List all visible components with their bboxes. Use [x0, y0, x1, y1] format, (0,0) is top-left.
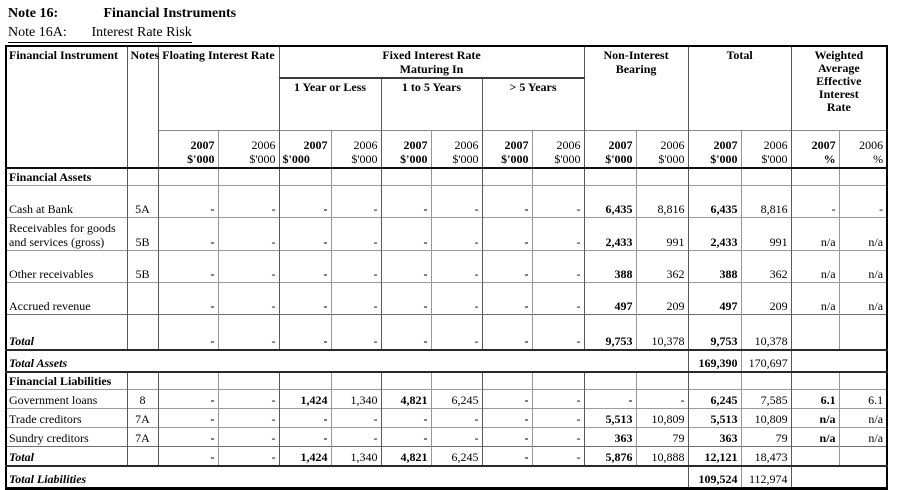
value-cell: 6,435 — [688, 186, 741, 218]
value-cell: - — [532, 315, 584, 351]
value-cell: - — [158, 186, 218, 218]
year-label: 2006 — [763, 138, 788, 152]
value-cell: - — [482, 251, 532, 283]
value-cell — [839, 168, 887, 186]
value-cell: - — [218, 428, 279, 447]
year-unit-header — [331, 131, 381, 169]
value-cell: 362 — [636, 251, 688, 283]
value-cell: - — [532, 409, 584, 428]
value-cell: - — [279, 186, 331, 218]
table-row — [6, 466, 887, 489]
subnote-label: Note 16A: — [8, 25, 67, 40]
unit-label: $'000 — [710, 152, 738, 166]
value-cell — [741, 372, 791, 390]
note-label: Note 16: — [8, 6, 59, 21]
year-label: 2007 — [504, 138, 529, 152]
value-cell: - — [482, 315, 532, 351]
note-cell: 7A — [127, 428, 158, 447]
value-cell: n/a — [839, 218, 887, 251]
value-cell: - — [331, 315, 381, 351]
title-block — [8, 6, 236, 45]
blank-cell — [791, 466, 887, 489]
value-cell — [331, 168, 381, 186]
note-cell — [127, 447, 158, 467]
value-cell: n/a — [839, 428, 887, 447]
value-cell: 7,585 — [741, 390, 791, 409]
table-row — [6, 428, 887, 447]
col-header-floating-rate: Floating Interest Rate — [158, 46, 279, 131]
note-cell: 7A — [127, 409, 158, 428]
table-row — [6, 447, 887, 467]
value-cell: - — [279, 315, 331, 351]
value-cell: 388 — [688, 251, 741, 283]
value-cell: 112,974 — [741, 466, 791, 489]
value-cell: - — [532, 283, 584, 315]
value-cell: - — [218, 315, 279, 351]
value-cell: - — [158, 428, 218, 447]
year-label: 2007 — [608, 138, 633, 152]
value-cell — [584, 168, 636, 186]
unit-label: $'000 — [187, 152, 215, 166]
value-cell: - — [532, 186, 584, 218]
value-cell — [791, 372, 839, 390]
value-cell: 1,340 — [331, 447, 381, 467]
value-cell — [636, 372, 688, 390]
unit-label: $'000 — [501, 152, 529, 166]
value-cell — [791, 447, 839, 467]
value-cell: - — [584, 390, 636, 409]
value-cell: - — [158, 409, 218, 428]
value-cell — [279, 168, 331, 186]
year-unit-header — [431, 131, 482, 169]
value-cell: 388 — [584, 251, 636, 283]
value-cell: - — [791, 186, 839, 218]
row-label: Total — [6, 447, 127, 467]
col-header-non-interest-bearing: Non-Interest Bearing — [584, 46, 688, 131]
value-cell: - — [331, 251, 381, 283]
col-header-weighted-average: Weighted Average Effective Interest Rate — [791, 46, 887, 131]
year-label: 2006 — [251, 138, 276, 152]
year-unit-header — [636, 131, 688, 169]
value-cell: 363 — [688, 428, 741, 447]
year-unit-header — [791, 131, 839, 169]
value-cell: - — [381, 428, 431, 447]
value-cell: n/a — [791, 218, 839, 251]
table-row — [6, 168, 887, 186]
unit-label: $'000 — [761, 152, 788, 166]
value-cell: - — [431, 283, 482, 315]
value-cell — [218, 372, 279, 390]
value-cell: 4,821 — [381, 390, 431, 409]
year-unit-header — [218, 131, 279, 169]
row-label: Total Assets — [6, 350, 688, 372]
value-cell: - — [279, 428, 331, 447]
year-unit-header — [381, 131, 431, 169]
value-cell: 10,809 — [741, 409, 791, 428]
value-cell: - — [532, 428, 584, 447]
value-cell: - — [331, 283, 381, 315]
table-row — [6, 350, 887, 372]
value-cell — [431, 168, 482, 186]
value-cell — [158, 168, 218, 186]
value-cell: 9,753 — [688, 315, 741, 351]
value-cell: 991 — [636, 218, 688, 251]
value-cell — [584, 372, 636, 390]
value-cell: 79 — [741, 428, 791, 447]
value-cell: 2,433 — [584, 218, 636, 251]
value-cell: 8,816 — [636, 186, 688, 218]
value-cell: 362 — [741, 251, 791, 283]
value-cell: 6,245 — [431, 390, 482, 409]
value-cell — [158, 372, 218, 390]
row-label: Total Liabilities — [6, 466, 688, 489]
col-header-total: Total — [688, 46, 791, 131]
value-cell: n/a — [839, 409, 887, 428]
year-label: 2006 — [660, 138, 685, 152]
year-unit-header — [584, 131, 636, 169]
value-cell: - — [279, 218, 331, 251]
value-cell: 497 — [688, 283, 741, 315]
unit-label: $'000 — [282, 152, 310, 166]
value-cell: n/a — [791, 251, 839, 283]
value-cell: - — [482, 390, 532, 409]
value-cell — [839, 315, 887, 351]
value-cell — [688, 168, 741, 186]
value-cell: 10,378 — [741, 315, 791, 351]
value-cell: - — [839, 186, 887, 218]
col-header-financial-instrument: Financial Instrument — [6, 46, 127, 168]
value-cell: 363 — [584, 428, 636, 447]
value-cell: - — [381, 283, 431, 315]
table-header — [6, 46, 887, 168]
value-cell: n/a — [839, 283, 887, 315]
unit-label: % — [873, 152, 884, 166]
value-cell: n/a — [839, 251, 887, 283]
subnote-title-line — [8, 25, 236, 45]
year-label: 2007 — [303, 138, 328, 152]
row-label: Trade creditors — [6, 409, 127, 428]
year-label: 2006 — [353, 138, 378, 152]
value-cell: - — [431, 428, 482, 447]
value-cell: - — [218, 390, 279, 409]
value-cell — [688, 372, 741, 390]
year-label: 2006 — [859, 138, 884, 152]
value-cell — [482, 372, 532, 390]
value-cell: - — [331, 428, 381, 447]
year-label: 2007 — [190, 138, 215, 152]
value-cell: n/a — [791, 283, 839, 315]
value-cell: - — [279, 409, 331, 428]
unit-label: $'000 — [605, 152, 633, 166]
value-cell: - — [381, 251, 431, 283]
value-cell: n/a — [791, 409, 839, 428]
value-cell: 1,424 — [279, 390, 331, 409]
value-cell: - — [218, 186, 279, 218]
value-cell: 209 — [636, 283, 688, 315]
value-cell: - — [381, 409, 431, 428]
unit-label: $'000 — [400, 152, 428, 166]
value-cell: - — [636, 390, 688, 409]
value-cell — [839, 372, 887, 390]
value-cell — [279, 372, 331, 390]
value-cell: - — [158, 447, 218, 467]
value-cell: 2,433 — [688, 218, 741, 251]
note-title-line — [8, 6, 236, 25]
value-cell: 209 — [741, 283, 791, 315]
value-cell — [331, 372, 381, 390]
row-label: Sundry creditors — [6, 428, 127, 447]
table-row — [6, 186, 887, 218]
table-row — [6, 283, 887, 315]
year-unit-header — [532, 131, 584, 169]
value-cell — [791, 168, 839, 186]
value-cell — [532, 168, 584, 186]
value-cell: - — [279, 251, 331, 283]
value-cell: - — [381, 315, 431, 351]
value-cell: 6,245 — [431, 447, 482, 467]
value-cell: 6.1 — [839, 390, 887, 409]
value-cell: - — [158, 315, 218, 351]
value-cell: 109,524 — [688, 466, 741, 489]
interest-rate-risk-table — [5, 45, 888, 490]
value-cell: - — [482, 409, 532, 428]
table-row — [6, 315, 887, 351]
value-cell — [636, 168, 688, 186]
value-cell — [791, 315, 839, 351]
value-cell — [381, 372, 431, 390]
unit-label: $'000 — [452, 152, 479, 166]
value-cell: 5,513 — [688, 409, 741, 428]
value-cell: - — [158, 251, 218, 283]
row-label: Accrued revenue — [6, 283, 127, 315]
value-cell: 5,876 — [584, 447, 636, 467]
note-cell — [127, 168, 158, 186]
year-label: 2006 — [454, 138, 479, 152]
table-row — [6, 251, 887, 283]
value-cell: - — [218, 409, 279, 428]
year-label: 2007 — [811, 138, 836, 152]
value-cell: - — [431, 251, 482, 283]
value-cell: - — [158, 390, 218, 409]
table-row — [6, 218, 887, 251]
value-cell: 10,378 — [636, 315, 688, 351]
year-label: 2007 — [713, 138, 738, 152]
value-cell: 6,245 — [688, 390, 741, 409]
value-cell: 170,697 — [741, 350, 791, 372]
header-row-groups — [6, 46, 887, 78]
value-cell: 18,473 — [741, 447, 791, 467]
unit-label: % — [823, 152, 836, 166]
value-cell: - — [381, 218, 431, 251]
value-cell: - — [158, 283, 218, 315]
value-cell: - — [431, 409, 482, 428]
note-cell: 8 — [127, 390, 158, 409]
value-cell: 6,435 — [584, 186, 636, 218]
col-header-over-5-years: > 5 Years — [482, 78, 584, 131]
blank-cell — [791, 350, 887, 372]
note-cell: 5B — [127, 251, 158, 283]
value-cell: 1,424 — [279, 447, 331, 467]
value-cell: - — [532, 218, 584, 251]
table-row — [6, 390, 887, 409]
value-cell: - — [431, 218, 482, 251]
value-cell — [431, 372, 482, 390]
value-cell: 169,390 — [688, 350, 741, 372]
year-unit-header — [839, 131, 887, 169]
value-cell: 10,809 — [636, 409, 688, 428]
row-label: Other receivables — [6, 251, 127, 283]
value-cell: 10,888 — [636, 447, 688, 467]
value-cell — [839, 447, 887, 467]
note-title: Financial Instruments — [103, 6, 237, 21]
value-cell — [482, 168, 532, 186]
col-header-notes: Notes — [127, 46, 158, 168]
row-label: Receivables for goods and services (gross) — [6, 218, 127, 251]
value-cell: - — [482, 218, 532, 251]
value-cell: - — [381, 186, 431, 218]
note-cell — [127, 372, 158, 390]
value-cell: - — [218, 251, 279, 283]
year-unit-header — [688, 131, 741, 169]
year-label: 2006 — [556, 138, 581, 152]
table-body — [6, 168, 887, 489]
value-cell — [741, 168, 791, 186]
value-cell: 12,121 — [688, 447, 741, 467]
col-header-1-year-or-less: 1 Year or Less — [279, 78, 381, 131]
row-label: Cash at Bank — [6, 186, 127, 218]
note-cell: 5A — [127, 186, 158, 218]
value-cell — [381, 168, 431, 186]
value-cell: - — [218, 283, 279, 315]
value-cell: - — [331, 409, 381, 428]
unit-label: $'000 — [351, 152, 378, 166]
value-cell: - — [331, 186, 381, 218]
value-cell: 5,513 — [584, 409, 636, 428]
value-cell: 497 — [584, 283, 636, 315]
year-unit-header — [158, 131, 218, 169]
value-cell: - — [218, 447, 279, 467]
year-unit-header — [741, 131, 791, 169]
value-cell: 6.1 — [791, 390, 839, 409]
value-cell: - — [532, 447, 584, 467]
value-cell: - — [279, 283, 331, 315]
note-cell — [127, 315, 158, 351]
value-cell — [218, 168, 279, 186]
year-unit-header — [482, 131, 532, 169]
value-cell: 4,821 — [381, 447, 431, 467]
value-cell: - — [532, 251, 584, 283]
col-header-fixed-rate: Fixed Interest Rate Maturing In — [279, 46, 584, 78]
value-cell: 79 — [636, 428, 688, 447]
value-cell: - — [431, 315, 482, 351]
value-cell: - — [331, 218, 381, 251]
value-cell: - — [158, 218, 218, 251]
value-cell — [532, 372, 584, 390]
value-cell: - — [482, 283, 532, 315]
value-cell: - — [482, 186, 532, 218]
value-cell: 8,816 — [741, 186, 791, 218]
value-cell: 1,340 — [331, 390, 381, 409]
value-cell: 991 — [741, 218, 791, 251]
year-label: 2007 — [403, 138, 428, 152]
year-unit-header — [279, 131, 331, 169]
value-cell: - — [431, 186, 482, 218]
row-label: Financial Assets — [6, 168, 127, 186]
note-cell: 5B — [127, 218, 158, 251]
value-cell: 9,753 — [584, 315, 636, 351]
value-cell: n/a — [791, 428, 839, 447]
unit-label: $'000 — [554, 152, 581, 166]
row-label: Financial Liabilities — [6, 372, 127, 390]
unit-label: $'000 — [249, 152, 276, 166]
col-header-1-to-5-years: 1 to 5 Years — [381, 78, 482, 131]
note-cell — [127, 283, 158, 315]
value-cell: - — [482, 447, 532, 467]
value-cell: - — [532, 390, 584, 409]
row-label: Government loans — [6, 390, 127, 409]
row-label: Total — [6, 315, 127, 351]
value-cell: - — [482, 428, 532, 447]
unit-label: $'000 — [658, 152, 685, 166]
table-row — [6, 409, 887, 428]
subnote-title: Interest Rate Risk — [91, 25, 192, 40]
value-cell: - — [218, 218, 279, 251]
table-row — [6, 372, 887, 390]
subnote-underline — [8, 25, 192, 43]
